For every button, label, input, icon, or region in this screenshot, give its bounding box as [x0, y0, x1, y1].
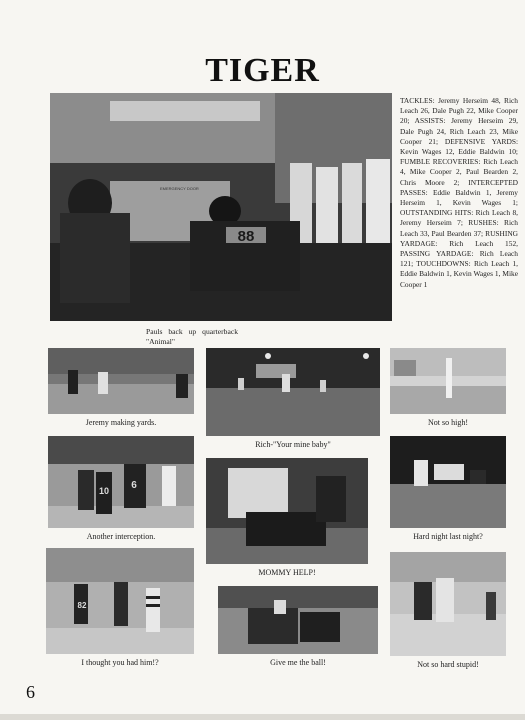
- photo-interception: [48, 436, 194, 528]
- hero-photo-bus: [50, 93, 392, 321]
- caption-not-so-hard: Not so hard stupid!: [417, 660, 479, 669]
- caption-not-so-high: Not so high!: [428, 418, 468, 427]
- page-title: TIGER: [205, 52, 320, 89]
- bottom-edge: [0, 714, 525, 720]
- caption-mommy-help: MOMMY HELP!: [258, 568, 316, 577]
- statistics-text: TACKLES: Jeremy Herseim 48, Rich Leach 26, Dale Pugh 22, Mike Cooper 20; ASSISTS: Jeremy Herseim 29, Dale Pugh 24, Rich Leach 23, Mike Cooper 21; DEFENSIVE YARDS: Kevin Wages 12, Eddie Baldwin 10; FUMBLE RECOVERIES: Rich Leach 4, Mike Cooper 2, Paul Bearden 2, Chris Moore 2; INTERCEPTED PASSES: Eddie Baldwin 1, Jeremy Herseim 1, Kevin Wages 1; OUTSTANDING HITS: Rich Leach 8, Jeremy Herseim 7; RUSHES: Rich Leach 33, Paul Bearden 37; RUSHING YARDAGE: Rich Leach 152, PASSING YARDAGE: Rich Leach 121; TOUCHDOWNS: Rich Leach 1, Eddie Baldwin 1, Kevin Wages 1, Mike Cooper 1: [400, 96, 518, 289]
- caption-rich: Rich-"Your mine baby": [255, 440, 331, 449]
- photo-rich: [206, 348, 380, 436]
- photo-thought-had-him: [46, 548, 194, 654]
- photo-mommy-help: [206, 458, 368, 564]
- photo-not-so-hard: [390, 552, 506, 656]
- photo-hard-night: [390, 436, 506, 528]
- jersey-number-82: 82: [77, 601, 87, 610]
- photo-not-so-high: [390, 348, 506, 414]
- hero-caption: Pauls back up quarterback "Animal": [146, 327, 238, 346]
- caption-thought-had-him: I thought you had him!?: [81, 658, 159, 667]
- photo-give-me-ball: [218, 586, 378, 654]
- jersey-number-6: 6: [131, 480, 137, 491]
- jersey-number-10: 10: [98, 486, 110, 496]
- caption-hard-night: Hard night last night?: [413, 532, 483, 541]
- caption-interception: Another interception.: [86, 532, 156, 541]
- jersey-number: 88: [237, 228, 255, 245]
- caption-give-me-ball: Give me the ball!: [270, 658, 326, 667]
- photo-jeremy: [48, 348, 194, 414]
- bus-sign: EMERGENCY DOOR: [160, 186, 199, 191]
- caption-jeremy: Jeremy making yards.: [85, 418, 157, 427]
- page-number: 6: [26, 682, 35, 702]
